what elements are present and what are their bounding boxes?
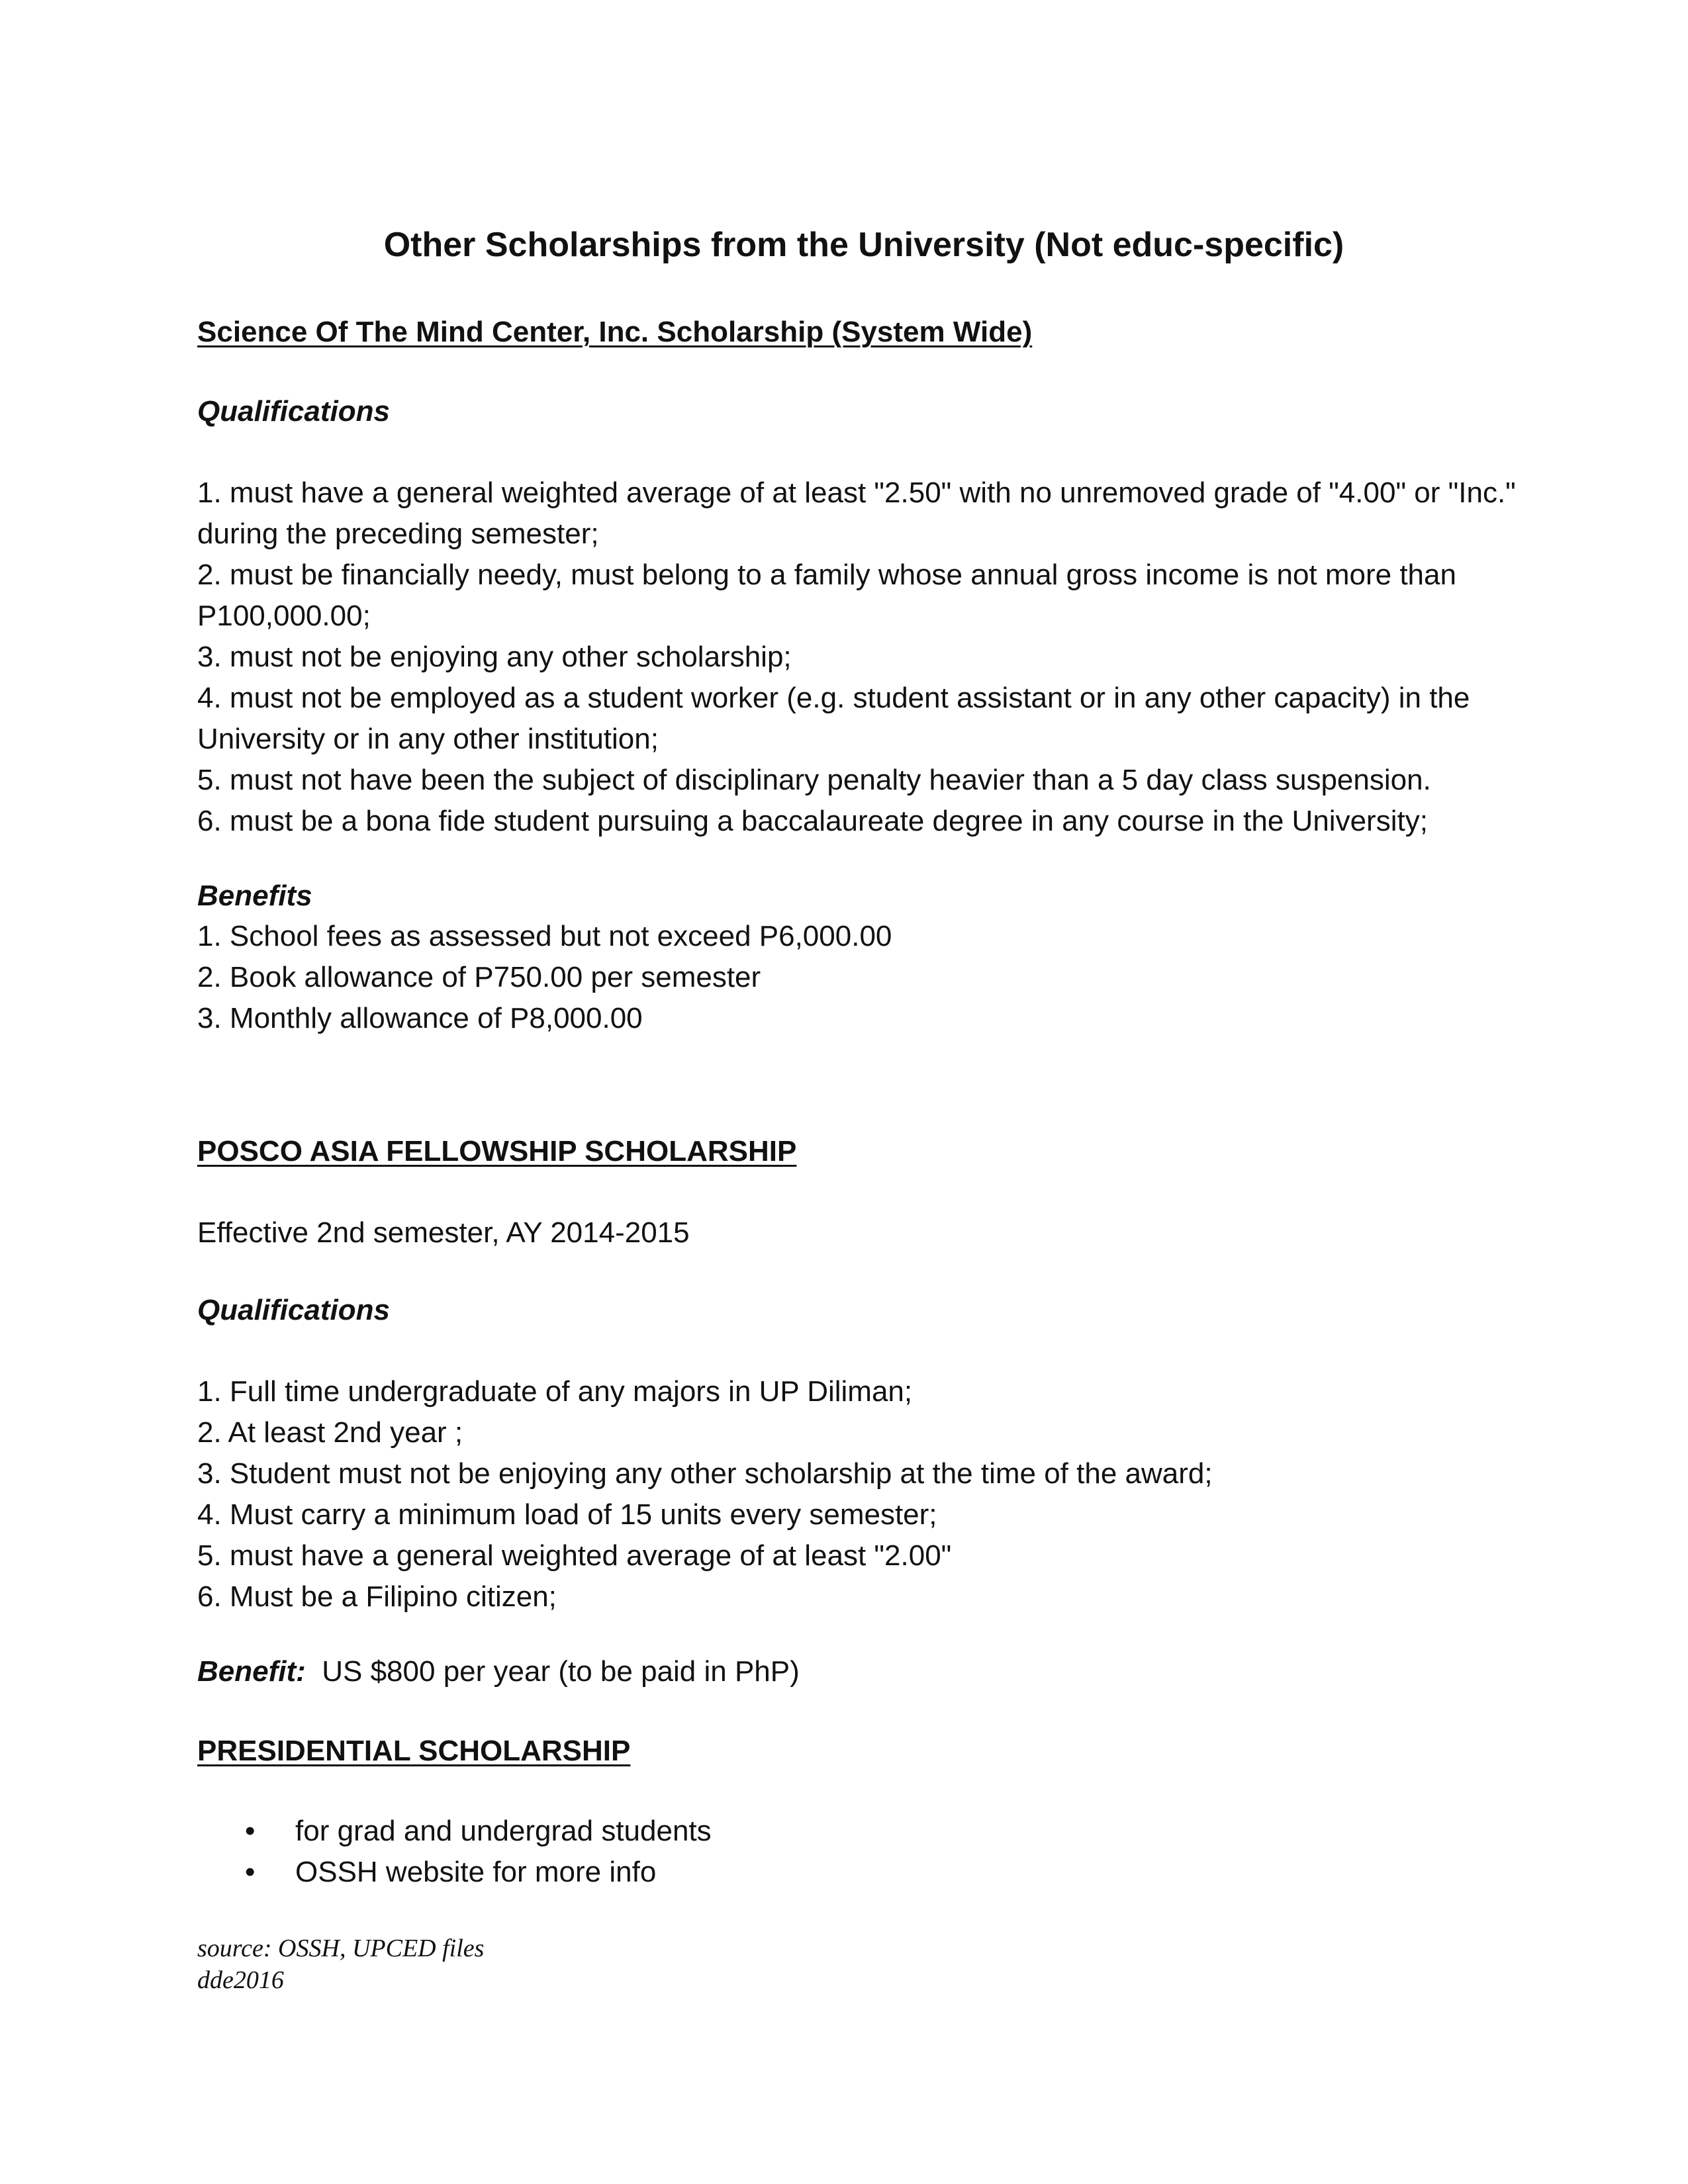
effective-date-text: Effective 2nd semester, AY 2014-2015 bbox=[197, 1216, 690, 1249]
qualifications-list-posco bbox=[197, 1371, 1534, 1617]
bullet-icon: • bbox=[245, 1815, 256, 1847]
qualifications-label-science-of-mind: Qualifications bbox=[197, 395, 390, 428]
bullet-icon: • bbox=[245, 1856, 256, 1888]
list-item: 3. Monthly allowance of P8,000.00 bbox=[197, 1002, 643, 1034]
list-item: 1. School fees as assessed but not exceed P6,000.00 bbox=[197, 920, 892, 952]
list-item: 5. must not have been the subject of disciplinary penalty heavier than a 5 day class suspension. bbox=[197, 764, 1431, 796]
bullet-text: for grad and undergrad students bbox=[295, 1815, 712, 1847]
list-item: 4. must not be employed as a student worker (e.g. student assistant or in any other capacity) in the University or in any other institution; bbox=[197, 682, 1470, 755]
benefit-value: US $800 per year (to be paid in PhP) bbox=[322, 1655, 800, 1688]
qualifications-label-posco: Qualifications bbox=[197, 1294, 390, 1326]
author-note: dde2016 bbox=[197, 1966, 284, 1994]
list-item: 5. must have a general weighted average of at least "2.00" bbox=[197, 1539, 952, 1572]
list-item: 2. must be financially needy, must belong to a family whose annual gross income is not more than P100,000.00; bbox=[197, 559, 1456, 632]
benefit-label: Benefit: bbox=[197, 1655, 306, 1688]
benefits-list-science-of-mind bbox=[197, 916, 1534, 1039]
bullet-list-presidential bbox=[197, 1811, 712, 1893]
section-heading-science-of-mind: Science Of The Mind Center, Inc. Scholarship (System Wide) bbox=[197, 316, 1033, 348]
list-item: 6. must be a bona fide student pursuing a baccalaureate degree in any course in the University; bbox=[197, 805, 1428, 837]
section-heading-posco: POSCO ASIA FELLOWSHIP SCHOLARSHIP bbox=[197, 1135, 797, 1167]
page-title: Other Scholarships from the University (Not educ-specific) bbox=[383, 226, 1344, 264]
list-item: 3. must not be enjoying any other scholarship; bbox=[197, 641, 792, 673]
list-item: 3. Student must not be enjoying any other scholarship at the time of the award; bbox=[197, 1457, 1213, 1490]
list-item: 1. Full time undergraduate of any majors in UP Diliman; bbox=[197, 1375, 913, 1408]
list-item: 4. Must carry a minimum load of 15 units every semester; bbox=[197, 1498, 937, 1531]
benefits-label-science-of-mind: Benefits bbox=[197, 880, 312, 912]
list-item bbox=[197, 1811, 712, 1852]
list-item: 2. At least 2nd year ; bbox=[197, 1416, 463, 1449]
list-item: 2. Book allowance of P750.00 per semester bbox=[197, 961, 761, 993]
list-item: 1. must have a general weighted average of at least "2.50" with no unremoved grade of "4.00" or "Inc." during the preceding semester; bbox=[197, 477, 1516, 550]
benefit-line-posco bbox=[197, 1653, 800, 1690]
footer bbox=[197, 1933, 484, 1996]
list-item bbox=[197, 1852, 712, 1893]
source-note: source: OSSH, UPCED files bbox=[197, 1934, 485, 1962]
qualifications-list-science-of-mind bbox=[197, 473, 1534, 842]
list-item: 6. Must be a Filipino citizen; bbox=[197, 1580, 557, 1613]
section-heading-presidential: PRESIDENTIAL SCHOLARSHIP bbox=[197, 1735, 631, 1767]
bullet-text: OSSH website for more info bbox=[295, 1856, 657, 1888]
